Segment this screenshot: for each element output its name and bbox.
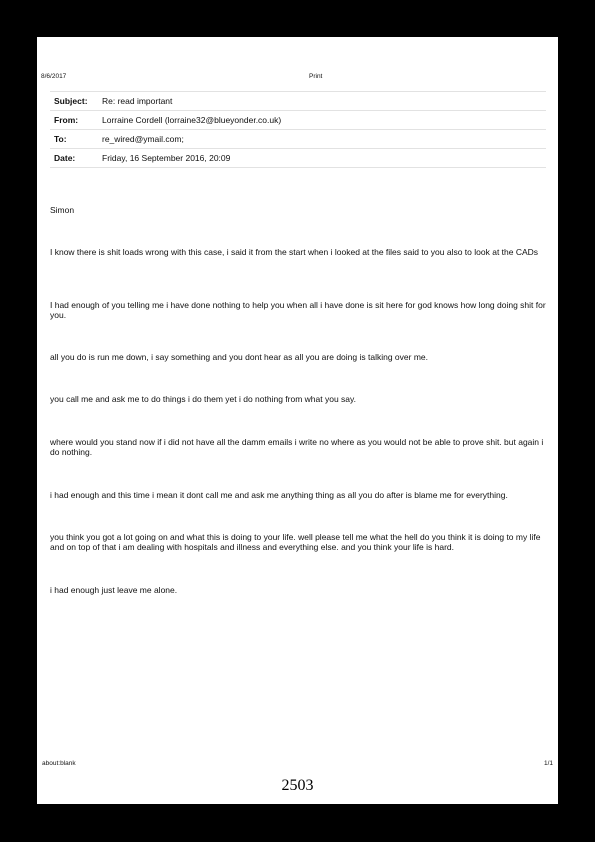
- printed-page: [37, 37, 558, 804]
- subject-label: Subject:: [54, 96, 88, 106]
- body-paragraph: I had enough of you telling me i have done nothing to help you when all i have done is sit here for god knows how long doing shit for you.: [50, 300, 546, 320]
- body-paragraph: i had enough and this time i mean it dont call me and ask me anything thing as all you do after is blame me for everything.: [50, 490, 508, 500]
- bates-page-number: 2503: [281, 777, 314, 794]
- to-label: To:: [54, 134, 67, 144]
- to-value: re_wired@ymail.com;: [102, 134, 184, 144]
- body-paragraph: all you do is run me down, i say something and you dont hear as all you are doing is talking over me.: [50, 352, 428, 362]
- from-label: From:: [54, 115, 79, 125]
- body-paragraph: i had enough just leave me alone.: [50, 585, 178, 595]
- footer-page-count: 1/1: [543, 760, 553, 767]
- greeting: Simon: [50, 205, 75, 215]
- date-value: Friday, 16 September 2016, 20:09: [102, 153, 231, 163]
- to-row: [50, 129, 546, 148]
- print-title: Print: [309, 73, 323, 80]
- footer-url: about:blank: [42, 760, 76, 767]
- from-row: [50, 110, 546, 129]
- body-paragraph: where would you stand now if i did not have all the damm emails i write no where as you would not be able to prove shit. but again i do nothing.: [50, 437, 544, 457]
- date-label: Date:: [54, 153, 76, 163]
- print-date: 8/6/2017: [41, 73, 67, 80]
- subject-row: [50, 91, 546, 110]
- subject-value: Re: read important: [102, 96, 173, 106]
- email-header-table: [50, 91, 546, 168]
- date-row: [50, 148, 546, 168]
- body-paragraph: I know there is shit loads wrong with this case, i said it from the start when i looked at the files said to you also to look at the CADs: [50, 247, 539, 257]
- body-paragraph: you call me and ask me to do things i do them yet i do nothing from what you say.: [50, 394, 357, 404]
- from-value: Lorraine Cordell (lorraine32@blueyonder.co.uk): [102, 115, 282, 125]
- body-paragraph: you think you got a lot going on and what this is doing to your life. well please tell me what the hell do you think it is doing to my life and on top of that i am dealing with hospitals and illness and everything else. and you think your life is hard.: [50, 532, 541, 552]
